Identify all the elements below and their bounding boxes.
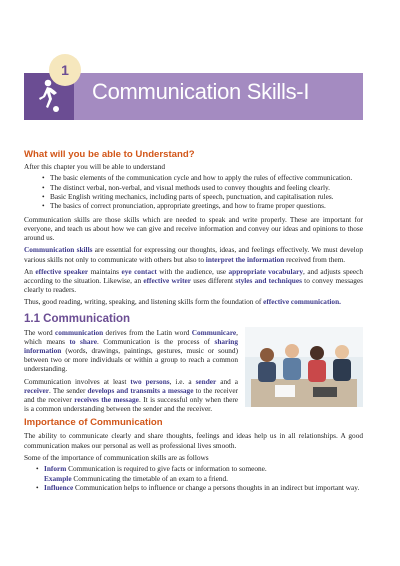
keyword: Example	[44, 473, 72, 483]
meeting-illustration	[245, 327, 363, 407]
keyword: effective writer	[143, 276, 191, 286]
keyword: Communication skills	[24, 245, 93, 255]
group-meeting-photo	[245, 327, 363, 407]
intro-bullet-list	[42, 173, 363, 211]
text: uses different	[191, 276, 236, 286]
text: . It is successful only when there is a common understanding between the sender and the receiver.	[24, 395, 239, 414]
keyword: appropriate vocabulary	[228, 266, 304, 276]
list-item	[36, 464, 363, 483]
section-heading: 1.1 Communication	[24, 312, 131, 325]
keyword: sharing information	[24, 336, 239, 356]
list-item: • The basics of correct pronunciation, appropriate greetings, and how to frame proper questions.	[42, 201, 363, 210]
text: maintains	[88, 266, 122, 276]
paragraph	[24, 377, 238, 414]
keyword: receiver	[24, 385, 49, 395]
keyword: Influence	[44, 482, 74, 492]
text: , which means	[24, 327, 238, 346]
text: with the audience, use	[156, 266, 229, 276]
text: Thus, good reading, writing, speaking, and listening skills form the foundation of	[24, 297, 264, 307]
text: received from them.	[284, 254, 346, 264]
text: and a	[216, 376, 239, 386]
importance-heading: Importance of Communication	[24, 417, 163, 429]
paragraph: Some of the importance of communication skills are as follows	[24, 452, 209, 462]
text: Communication helps to influence or change a persons thoughts in an indirect but important way.	[73, 482, 360, 492]
text: , and adjusts speech according to the situation. Likewise, an	[24, 266, 363, 286]
keyword: develops and transmits a message	[87, 385, 194, 395]
chapter-number: 1	[49, 54, 81, 86]
paragraph	[24, 267, 363, 295]
keyword: Communicare	[191, 327, 237, 337]
paragraph: Communication skills are those skills which are needed to speak and write properly. These are important for everyone, and teach us about how we can give and receive information and convey our ideas and opinions to those around us.	[24, 214, 363, 243]
text: derives from the Latin word	[103, 327, 192, 337]
paragraph: The ability to communicate clearly and share thoughts, feelings and ideas help us in all relationships. A good communication makes our personal as well as professional lives smooth.	[24, 431, 363, 450]
keyword: to share	[69, 336, 97, 346]
keyword: effective communication.	[263, 297, 341, 307]
text: to the receiver and the receiver	[24, 385, 238, 405]
keyword: interpret the information	[205, 254, 285, 264]
chapter-title: Communication Skills-I	[92, 79, 310, 104]
list-item: • The basic elements of the communication cycle and how to apply the rules of effective communication.	[42, 173, 363, 182]
keyword: eye contact	[121, 266, 157, 276]
text: to convey messages clearly to readers.	[24, 276, 364, 295]
text: . Communication is the process of	[96, 336, 215, 346]
keyword: sender	[195, 376, 217, 386]
keyword: Inform	[44, 464, 67, 474]
intro-lead: After this chapter you will be able to understand	[24, 162, 166, 171]
text: Communication is required to give facts or information to someone.	[66, 464, 267, 474]
list-item	[36, 483, 363, 492]
keyword: two persons	[130, 376, 170, 386]
keyword: receives the message	[74, 395, 139, 405]
text: An	[24, 266, 36, 276]
page-content	[24, 149, 363, 496]
intro-heading: What will you be able to Understand?	[24, 149, 195, 160]
text: (words, drawings, paintings, gestures, music or sound) between two or more individuals or within a group to reach a common understanding.	[24, 346, 238, 374]
paragraph	[24, 245, 363, 263]
text: Communicating the timetable of an exam to a friend.	[71, 473, 229, 483]
text: The word	[24, 327, 55, 337]
text: . The sender	[48, 385, 88, 395]
text: , i.e. a	[169, 376, 196, 386]
paragraph	[24, 328, 238, 374]
keyword: effective speaker	[35, 266, 89, 276]
communication-section	[24, 313, 363, 414]
list-item: • Basic English writing mechanics, including parts of speech, punctuation, and capitalisation rules.	[42, 192, 363, 201]
keyword: communication	[54, 327, 104, 337]
communication-text	[24, 328, 238, 414]
text: are essential for expressing our thoughts, ideas, and feelings effectively. We must develop various skills not only to communicate with others but also to	[24, 245, 364, 264]
keyword: styles and techniques	[235, 276, 302, 286]
paragraph	[24, 297, 363, 306]
example-line	[44, 474, 363, 483]
importance-list	[36, 464, 363, 492]
list-item: • The distinct verbal, non-verbal, and visual methods used to convey thoughts and feeling clearly.	[42, 183, 363, 192]
text: Communication involves at least	[24, 376, 131, 386]
